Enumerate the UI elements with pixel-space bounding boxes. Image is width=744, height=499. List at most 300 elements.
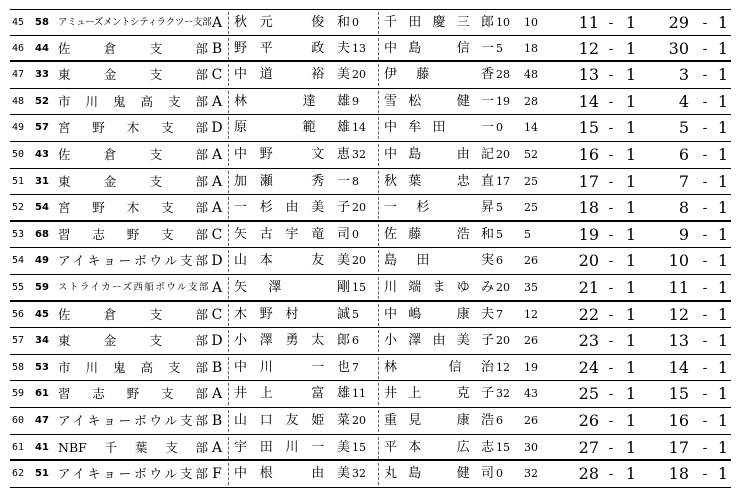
pair-total: 52: [524, 147, 538, 161]
rank-dash: -: [608, 15, 614, 31]
points-dash: -: [702, 386, 708, 403]
division-letter: A: [211, 146, 223, 163]
rank-dash: -: [608, 120, 614, 137]
points-dash: -: [702, 226, 708, 243]
player2-score: 19: [496, 94, 510, 108]
pair-total: 43: [524, 387, 538, 401]
player2-name: 佐藤 浩和: [384, 226, 494, 242]
branch-name: ストライカーズ西船ボウル支部: [58, 281, 208, 293]
pair-total: 35: [524, 280, 538, 294]
points-right: 1: [717, 13, 728, 32]
player1-score: 20: [352, 254, 366, 268]
entry-number: 58: [12, 361, 25, 373]
rank-right: 1: [625, 437, 636, 457]
pair-total: 48: [524, 68, 538, 82]
rank-left: 26: [578, 410, 599, 430]
rank-right: 1: [625, 464, 636, 484]
pair-total: 32: [524, 467, 538, 481]
player2-name: 伊藤 香: [384, 67, 494, 83]
rank-dash: -: [608, 40, 614, 57]
pair-total: 18: [524, 41, 538, 55]
points-right: 1: [717, 410, 728, 430]
rank-right: 1: [625, 331, 636, 351]
player1-name: 秋元 俊和: [234, 15, 350, 30]
rank-dash: -: [608, 146, 614, 163]
branch-name: アイキョーボウル支部: [58, 412, 208, 428]
rank-right: 1: [625, 38, 636, 58]
rank-dash: -: [608, 67, 614, 84]
rank-right: 1: [625, 410, 636, 430]
table-row: [10, 355, 731, 382]
rank-left: 13: [578, 65, 599, 85]
player1-score: 32: [352, 147, 366, 161]
branch-name: 佐倉支部: [58, 306, 208, 322]
points-right: 1: [717, 251, 728, 271]
player2-name: 雪松 健一: [384, 93, 494, 109]
points-left: 8: [678, 198, 689, 218]
pair-total: 19: [524, 360, 538, 374]
column-divider: [378, 357, 379, 379]
player2-name: 島田 実: [384, 253, 494, 269]
team-code: 31: [35, 175, 49, 187]
entry-number: 60: [12, 414, 25, 426]
table-row: [10, 435, 731, 462]
player1-score: 8: [352, 174, 359, 188]
points-dash: -: [702, 173, 708, 190]
rank-right: 1: [625, 13, 636, 32]
column-divider: [378, 250, 379, 272]
points-dash: -: [702, 200, 708, 217]
points-dash: -: [702, 120, 708, 137]
branch-name: 東金支部: [58, 333, 208, 349]
branch-name: 習志野支部: [58, 386, 208, 402]
rank-left: 12: [578, 38, 599, 58]
rank-right: 1: [625, 224, 636, 244]
player1-name: 中道 裕美: [234, 67, 350, 83]
entry-number: 48: [12, 95, 25, 107]
column-divider: [228, 383, 229, 405]
entry-number: 54: [12, 255, 25, 267]
player2-name: 中牟田 一: [384, 120, 494, 136]
branch-name: アイキョーボウル支部: [58, 466, 208, 482]
player1-name: 中根 由美: [234, 466, 350, 482]
player1-score: 14: [352, 121, 366, 135]
player2-score: 32: [496, 387, 510, 401]
player2-name: 中島 信一: [384, 40, 494, 56]
rank-left: 14: [578, 91, 599, 111]
division-letter: C: [211, 306, 223, 323]
rank-dash: -: [608, 412, 614, 429]
branch-name: 東金支部: [58, 173, 208, 189]
player1-name: 小澤勇太郎: [234, 333, 350, 349]
branch-name: NBF千葉支部: [58, 439, 208, 455]
points-right: 1: [717, 331, 728, 351]
pair-total: 28: [524, 94, 538, 108]
player1-name: 野平 政夫: [234, 40, 350, 56]
entry-number: 51: [12, 175, 25, 187]
player2-score: 17: [496, 174, 510, 188]
pair-total: 26: [524, 413, 538, 427]
results-table: [10, 9, 731, 488]
points-left: 9: [678, 224, 689, 244]
player2-score: 5: [496, 201, 503, 215]
entry-number: 61: [12, 441, 25, 453]
rank-right: 1: [625, 91, 636, 111]
rank-right: 1: [625, 171, 636, 191]
player1-name: 山本 友美: [234, 253, 350, 269]
table-row: [10, 115, 731, 142]
rank-left: 16: [578, 144, 599, 164]
rank-dash: -: [608, 279, 614, 296]
points-dash: -: [702, 146, 708, 163]
rank-left: 21: [578, 277, 599, 297]
player1-score: 0: [352, 227, 359, 241]
entry-number: 49: [12, 122, 25, 134]
points-right: 1: [717, 464, 728, 484]
rank-right: 1: [625, 144, 636, 164]
division-letter: A: [211, 93, 223, 110]
player2-name: 川端まゆみ: [384, 279, 494, 295]
column-divider: [228, 12, 229, 34]
player2-score: 5: [496, 41, 503, 55]
points-right: 1: [717, 91, 728, 111]
division-letter: A: [211, 439, 223, 456]
column-divider: [228, 330, 229, 352]
table-row: [10, 169, 731, 196]
column-divider: [228, 117, 229, 139]
column-divider: [228, 144, 229, 166]
points-left: 16: [668, 410, 689, 430]
column-divider: [378, 144, 379, 166]
table-row: [10, 248, 731, 275]
player2-name: 中嶋 康夫: [384, 306, 494, 322]
points-left: 13: [668, 331, 689, 351]
division-letter: C: [211, 226, 223, 243]
column-divider: [378, 64, 379, 86]
table-row: [10, 222, 731, 249]
rank-right: 1: [625, 65, 636, 85]
player1-score: 15: [352, 440, 366, 454]
branch-name: 佐倉支部: [58, 146, 208, 162]
division-letter: C: [211, 67, 223, 84]
team-code: 53: [35, 361, 49, 373]
player1-name: 矢古宇竜司: [234, 226, 350, 242]
points-dash: -: [702, 253, 708, 270]
rank-left: 11: [578, 13, 599, 32]
column-divider: [228, 250, 229, 272]
pair-total: 30: [524, 440, 538, 454]
player1-name: 加瀬 秀一: [234, 173, 350, 189]
points-left: 6: [678, 144, 689, 164]
points-right: 1: [717, 171, 728, 191]
team-code: 47: [35, 414, 49, 426]
rank-right: 1: [625, 198, 636, 218]
points-dash: -: [702, 466, 708, 483]
branch-name: 佐倉支部: [58, 40, 208, 56]
team-code: 43: [35, 148, 49, 160]
table-row: [10, 461, 731, 488]
column-divider: [228, 38, 229, 60]
column-divider: [378, 304, 379, 326]
team-code: 44: [35, 42, 49, 54]
points-left: 11: [668, 277, 689, 297]
pair-total: 26: [524, 254, 538, 268]
division-letter: B: [211, 359, 223, 376]
player1-score: 20: [352, 201, 366, 215]
player2-score: 20: [496, 334, 510, 348]
branch-name: アイキョーボウル支部: [58, 253, 208, 269]
pair-total: 25: [524, 201, 538, 215]
rank-dash: -: [608, 386, 614, 403]
column-divider: [228, 277, 229, 299]
player1-score: 11: [352, 387, 366, 401]
entry-number: 45: [12, 17, 25, 28]
table-row: [10, 408, 731, 435]
column-divider: [378, 383, 379, 405]
rank-left: 17: [578, 171, 599, 191]
player2-score: 5: [496, 227, 503, 241]
points-dash: -: [702, 93, 708, 110]
team-code: 54: [35, 202, 49, 214]
player2-name: 中島 由記: [384, 146, 494, 162]
column-divider: [378, 91, 379, 113]
rank-left: 18: [578, 198, 599, 218]
entry-number: 62: [12, 468, 25, 480]
division-letter: F: [212, 466, 222, 483]
entry-number: 56: [12, 308, 25, 320]
player1-name: 中川 一也: [234, 359, 350, 375]
team-code: 34: [35, 335, 49, 347]
player1-name: 山口友姫菜: [234, 412, 350, 428]
points-right: 1: [717, 437, 728, 457]
division-letter: D: [211, 333, 223, 350]
player1-score: 9: [352, 94, 359, 108]
column-divider: [228, 197, 229, 219]
points-right: 1: [717, 384, 728, 404]
division-letter: A: [211, 173, 223, 190]
column-divider: [378, 224, 379, 246]
player2-score: 20: [496, 147, 510, 161]
rank-dash: -: [608, 359, 614, 376]
points-dash: -: [702, 67, 708, 84]
player2-name: 小澤由美子: [384, 333, 494, 349]
rank-dash: -: [608, 173, 614, 190]
column-divider: [228, 357, 229, 379]
player1-score: 20: [352, 68, 366, 82]
pair-total: 5: [524, 227, 531, 241]
points-left: 29: [668, 13, 689, 32]
player1-name: 井上 富雄: [234, 386, 350, 402]
branch-name: 市川鬼高支部: [58, 93, 208, 109]
division-letter: B: [211, 412, 223, 429]
points-left: 15: [668, 384, 689, 404]
player1-score: 0: [352, 16, 359, 29]
rank-dash: -: [608, 466, 614, 483]
table-row: [10, 142, 731, 169]
player1-name: 矢澤 剛: [234, 279, 350, 295]
player1-score: 7: [352, 360, 359, 374]
rank-left: 22: [578, 304, 599, 324]
pair-total: 26: [524, 334, 538, 348]
points-left: 7: [678, 171, 689, 191]
entry-number: 50: [12, 148, 25, 160]
rank-right: 1: [625, 251, 636, 271]
team-code: 58: [35, 17, 49, 28]
points-right: 1: [717, 118, 728, 138]
player1-score: 5: [352, 307, 359, 321]
points-right: 1: [717, 198, 728, 218]
branch-name: 宮野木支部: [58, 120, 208, 136]
player2-score: 28: [496, 68, 510, 82]
player2-name: 千田慶三郎: [384, 15, 494, 30]
team-code: 68: [35, 228, 49, 240]
division-letter: A: [211, 200, 223, 217]
division-letter: A: [211, 15, 223, 31]
points-left: 17: [668, 437, 689, 457]
column-divider: [228, 91, 229, 113]
rank-dash: -: [608, 439, 614, 456]
rank-right: 1: [625, 118, 636, 138]
rank-left: 20: [578, 251, 599, 271]
points-right: 1: [717, 144, 728, 164]
column-divider: [378, 437, 379, 459]
points-right: 1: [717, 38, 728, 58]
entry-number: 55: [12, 281, 25, 293]
points-dash: -: [702, 279, 708, 296]
column-divider: [378, 12, 379, 34]
column-divider: [228, 410, 229, 432]
table-row: [10, 275, 731, 302]
player2-name: 井上 克子: [384, 386, 494, 402]
column-divider: [378, 463, 379, 485]
player1-name: 一杉由美子: [234, 200, 350, 216]
player2-score: 6: [496, 413, 503, 427]
player2-score: 15: [496, 440, 510, 454]
points-left: 4: [678, 91, 689, 111]
points-left: 5: [678, 118, 689, 138]
team-code: 59: [35, 281, 49, 293]
rank-left: 23: [578, 331, 599, 351]
column-divider: [228, 304, 229, 326]
rank-dash: -: [608, 333, 614, 350]
points-right: 1: [717, 357, 728, 377]
player1-name: 木野村 誠: [234, 306, 350, 322]
column-divider: [228, 437, 229, 459]
player1-score: 13: [352, 41, 366, 55]
rank-right: 1: [625, 357, 636, 377]
column-divider: [228, 224, 229, 246]
branch-name: 習志野支部: [58, 226, 208, 242]
points-right: 1: [717, 224, 728, 244]
points-right: 1: [717, 65, 728, 85]
column-divider: [378, 171, 379, 193]
player2-name: 丸島 健司: [384, 466, 494, 482]
player2-name: 林 信治: [384, 359, 494, 375]
column-divider: [228, 463, 229, 485]
points-dash: -: [702, 306, 708, 323]
division-letter: D: [211, 253, 223, 270]
rank-right: 1: [625, 384, 636, 404]
branch-name: アミューズメントシティラクツー支部: [58, 17, 212, 28]
points-dash: -: [702, 412, 708, 429]
pair-total: 12: [524, 307, 538, 321]
player1-score: 20: [352, 413, 366, 427]
pair-total: 10: [524, 16, 538, 29]
table-row: [10, 302, 731, 329]
column-divider: [378, 410, 379, 432]
division-letter: D: [211, 120, 223, 137]
branch-name: 宮野木支部: [58, 200, 208, 216]
column-divider: [378, 330, 379, 352]
player2-name: 秋葉 忠直: [384, 173, 494, 189]
pair-total: 14: [524, 121, 538, 135]
table-row: [10, 381, 731, 408]
column-divider: [378, 277, 379, 299]
rank-dash: -: [608, 253, 614, 270]
player2-name: 一杉 昇: [384, 200, 494, 216]
points-dash: -: [702, 15, 708, 31]
branch-name: 東金支部: [58, 67, 208, 83]
player2-score: 0: [496, 121, 503, 135]
division-letter: B: [211, 40, 223, 57]
player2-score: 7: [496, 307, 503, 321]
entry-number: 46: [12, 42, 25, 54]
branch-name: 市川鬼高支部: [58, 359, 208, 375]
points-left: 18: [668, 464, 689, 484]
table-row: [10, 9, 731, 36]
player2-score: 20: [496, 280, 510, 294]
rank-left: 28: [578, 464, 599, 484]
team-code: 52: [35, 95, 49, 107]
rank-right: 1: [625, 277, 636, 297]
rank-left: 25: [578, 384, 599, 404]
rank-left: 15: [578, 118, 599, 138]
table-row: [10, 328, 731, 355]
rank-dash: -: [608, 200, 614, 217]
points-left: 14: [668, 357, 689, 377]
points-left: 12: [668, 304, 689, 324]
player2-score: 0: [496, 467, 503, 481]
column-divider: [228, 171, 229, 193]
column-divider: [378, 117, 379, 139]
rank-left: 27: [578, 437, 599, 457]
player1-name: 中野 文恵: [234, 146, 350, 162]
team-code: 49: [35, 255, 49, 267]
points-right: 1: [717, 304, 728, 324]
team-code: 51: [35, 468, 49, 480]
player2-score: 6: [496, 254, 503, 268]
rank-left: 24: [578, 357, 599, 377]
player1-name: 原 範雄: [234, 120, 350, 136]
points-left: 30: [668, 38, 689, 58]
player1-name: 林 達雄: [234, 93, 350, 109]
rank-dash: -: [608, 306, 614, 323]
entry-number: 59: [12, 388, 25, 400]
column-divider: [228, 64, 229, 86]
table-row: [10, 195, 731, 222]
rank-left: 19: [578, 224, 599, 244]
rank-dash: -: [608, 226, 614, 243]
division-letter: A: [211, 386, 223, 403]
player2-score: 10: [496, 16, 510, 29]
column-divider: [378, 197, 379, 219]
points-dash: -: [702, 439, 708, 456]
division-letter: A: [211, 279, 223, 296]
points-dash: -: [702, 333, 708, 350]
entry-number: 53: [12, 228, 25, 240]
team-code: 45: [35, 308, 49, 320]
team-code: 57: [35, 122, 49, 134]
